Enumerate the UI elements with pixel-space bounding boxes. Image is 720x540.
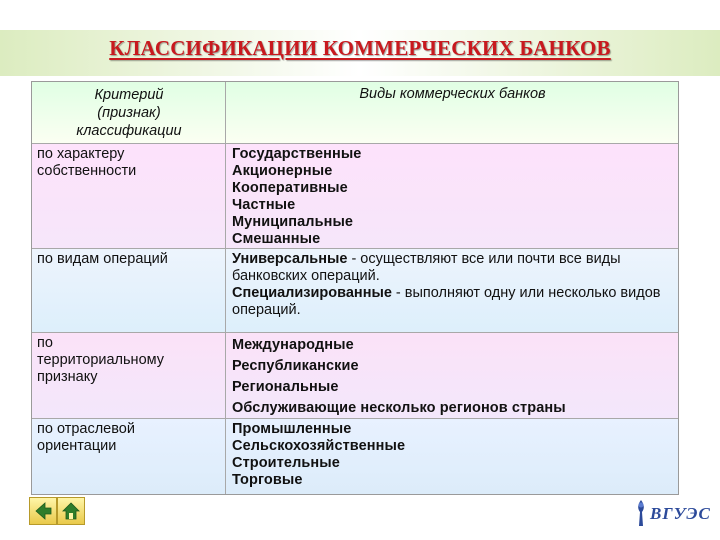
bank-type: Международные (232, 337, 354, 353)
bank-type-description (232, 285, 674, 319)
header-types-label: Виды коммерческих банков (359, 86, 546, 102)
bank-type: Смешанные (232, 231, 321, 247)
home-icon (61, 501, 81, 521)
bank-type: Акционерные (232, 163, 333, 179)
classification-table (31, 81, 679, 495)
row-types-territorial (226, 333, 678, 419)
criterion-line: по характеру (37, 146, 125, 162)
torch-icon (632, 496, 652, 532)
row-criterion-operations (32, 249, 226, 333)
bank-type-note: - осуществляют все или почти все виды банковских операций. (232, 251, 621, 284)
row-types-industry (226, 419, 678, 494)
criterion-line: ориентации (37, 438, 117, 454)
bank-type: Муниципальные (232, 214, 354, 230)
bank-type: Строительные (232, 455, 340, 471)
header-criterion-line: Критерий (94, 87, 164, 103)
criterion-line: признаку (37, 369, 98, 385)
criterion-line: по отраслевой (37, 421, 135, 437)
arrow-left-icon (33, 501, 53, 521)
bank-type: Универсальные (232, 251, 348, 267)
criterion-line: по видам операций (37, 251, 168, 267)
bank-type: Региональные (232, 379, 339, 395)
page-title: КЛАССИФИКАЦИИ КОММЕРЧЕСКИХ БАНКОВ (109, 36, 611, 60)
previous-slide-button[interactable] (29, 497, 57, 525)
header-criterion-line: классификации (76, 123, 182, 139)
bank-type: Обслуживающие несколько регионов страны (232, 400, 566, 416)
home-button[interactable] (57, 497, 85, 525)
row-criterion-ownership (32, 144, 226, 249)
bank-type: Специализированные (232, 285, 392, 301)
row-criterion-territorial (32, 333, 226, 419)
criterion-line: территориальному (37, 352, 165, 368)
logo-text: ВГУЭС (650, 504, 711, 523)
criterion-line: по (37, 335, 53, 351)
row-types-operations (226, 249, 678, 333)
header-criterion-line: (признак) (97, 105, 161, 121)
university-logo (632, 496, 710, 532)
row-criterion-industry (32, 419, 226, 494)
bank-type: Республиканские (232, 358, 359, 374)
criterion-line: собственности (37, 163, 137, 179)
header-criterion (32, 82, 226, 144)
bank-type: Сельскохозяйственные (232, 438, 406, 454)
bank-type: Частные (232, 197, 296, 213)
bank-type: Торговые (232, 472, 303, 488)
bank-type-note: - выполняют одну или несколько видов операций. (232, 285, 661, 318)
bank-type-description (232, 251, 674, 285)
row-types-ownership (226, 144, 678, 249)
bank-type: Кооперативные (232, 180, 348, 196)
bank-type: Государственные (232, 146, 362, 162)
bank-type: Промышленные (232, 421, 352, 437)
header-types (226, 82, 678, 144)
